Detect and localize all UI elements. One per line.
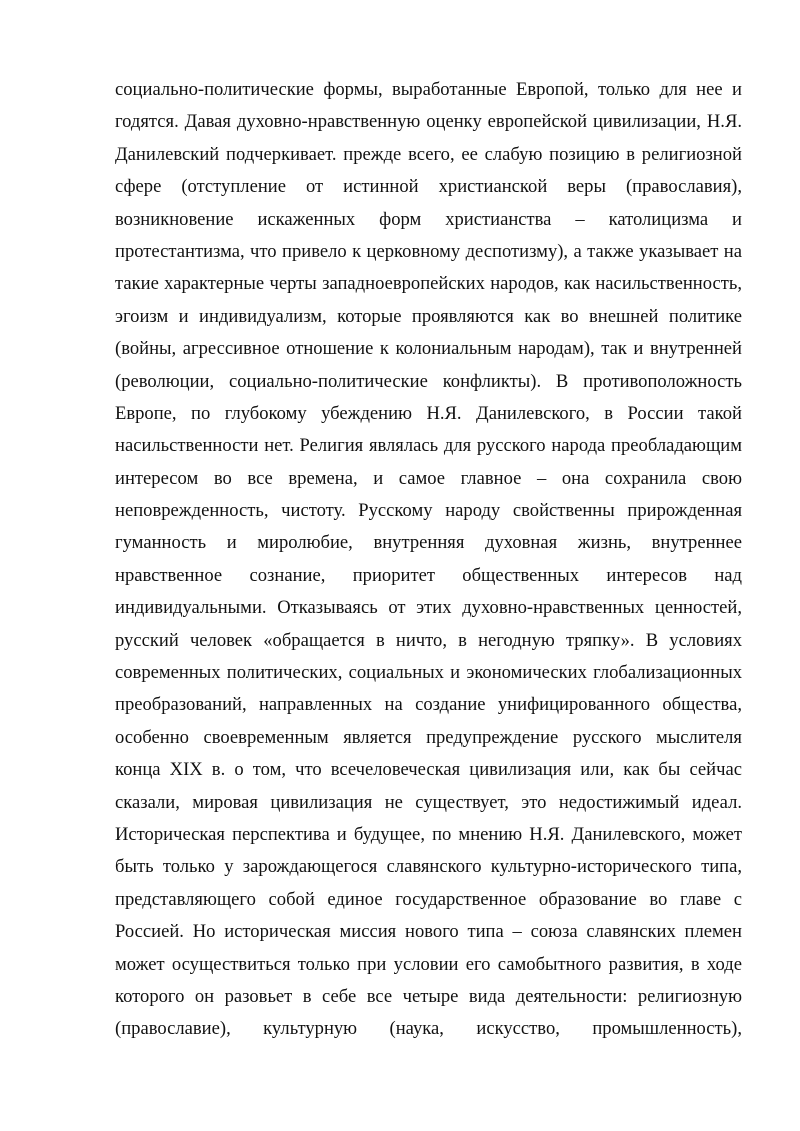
text-line: эгоизм и индивидуализм, которые проявляются как во внешней политике xyxy=(115,305,742,327)
text-line: которого он разовьет в себе все четыре вида деятельности: религиозную xyxy=(115,985,742,1007)
text-line: (православие), культурную (наука, искусство, промышленность), xyxy=(115,1018,742,1040)
text-line: протестантизма, что привело к церковному деспотизму), а также указывает на xyxy=(115,240,742,262)
text-line: преобразований, направленных на создание унифицированного общества, xyxy=(115,694,742,716)
text-line: (революции, социально-политические конфликты). В противоположность xyxy=(115,370,742,392)
text-line: насильственности нет. Религия являлась для русского народа преобладающим xyxy=(115,435,742,457)
text-line: индивидуальными. Отказываясь от этих духовно-нравственных ценностей, xyxy=(115,597,742,619)
text-line: сфере (отступление от истинной христианской веры (православия), xyxy=(115,176,742,198)
text-line: неповрежденность, чистоту. Русскому народу свойственны прирожденная xyxy=(115,500,742,522)
text-line: социально-политические формы, выработанные Европой, только для нее и xyxy=(115,79,742,100)
text-line: годятся. Давая духовно-нравственную оценку европейской цивилизации, Н.Я. xyxy=(115,111,742,133)
text-line: нравственное сознание, приоритет общественных интересов над xyxy=(115,564,742,586)
text-line: русский человек «обращается в ничто, в негодную тряпку». В условиях xyxy=(115,629,742,651)
text-line: быть только у зарождающегося славянского культурно-исторического типа, xyxy=(115,856,742,878)
text-line: представляющего собой единое государственное образование во главе с xyxy=(115,888,742,910)
text-line: Европе, по глубокому убеждению Н.Я. Данилевского, в России такой xyxy=(115,402,742,424)
text-line: конца XIX в. о том, что всечеловеческая цивилизация или, как бы сейчас xyxy=(115,759,742,781)
text-line: Данилевский подчеркивает. прежде всего, ее слабую позицию в религиозной xyxy=(115,143,742,165)
text-line: возникновение искаженных форм христианства – католицизма и xyxy=(115,208,742,230)
text-line: Историческая перспектива и будущее, по мнению Н.Я. Данилевского, может xyxy=(115,823,742,845)
text-line: такие характерные черты западноевропейских народов, как насильственность, xyxy=(115,273,742,295)
text-line: гуманность и миролюбие, внутренняя духовная жизнь, внутреннее xyxy=(115,532,742,554)
body-text xyxy=(115,74,742,1046)
text-line: может осуществиться только при условии его самобытного развития, в ходе xyxy=(115,953,742,975)
text-line: сказали, мировая цивилизация не существует, это недостижимый идеал. xyxy=(115,791,742,813)
text-line: особенно своевременным является предупреждение русского мыслителя xyxy=(115,726,742,748)
text-line: (войны, агрессивное отношение к колониальным народам), так и внутренней xyxy=(115,338,742,360)
text-line: современных политических, социальных и экономических глобализационных xyxy=(115,662,742,684)
text-line: интересом во все времена, и самое главное – она сохранила свою xyxy=(115,467,742,489)
text-line: Россией. Но историческая миссия нового типа – союза славянских племен xyxy=(115,921,742,943)
